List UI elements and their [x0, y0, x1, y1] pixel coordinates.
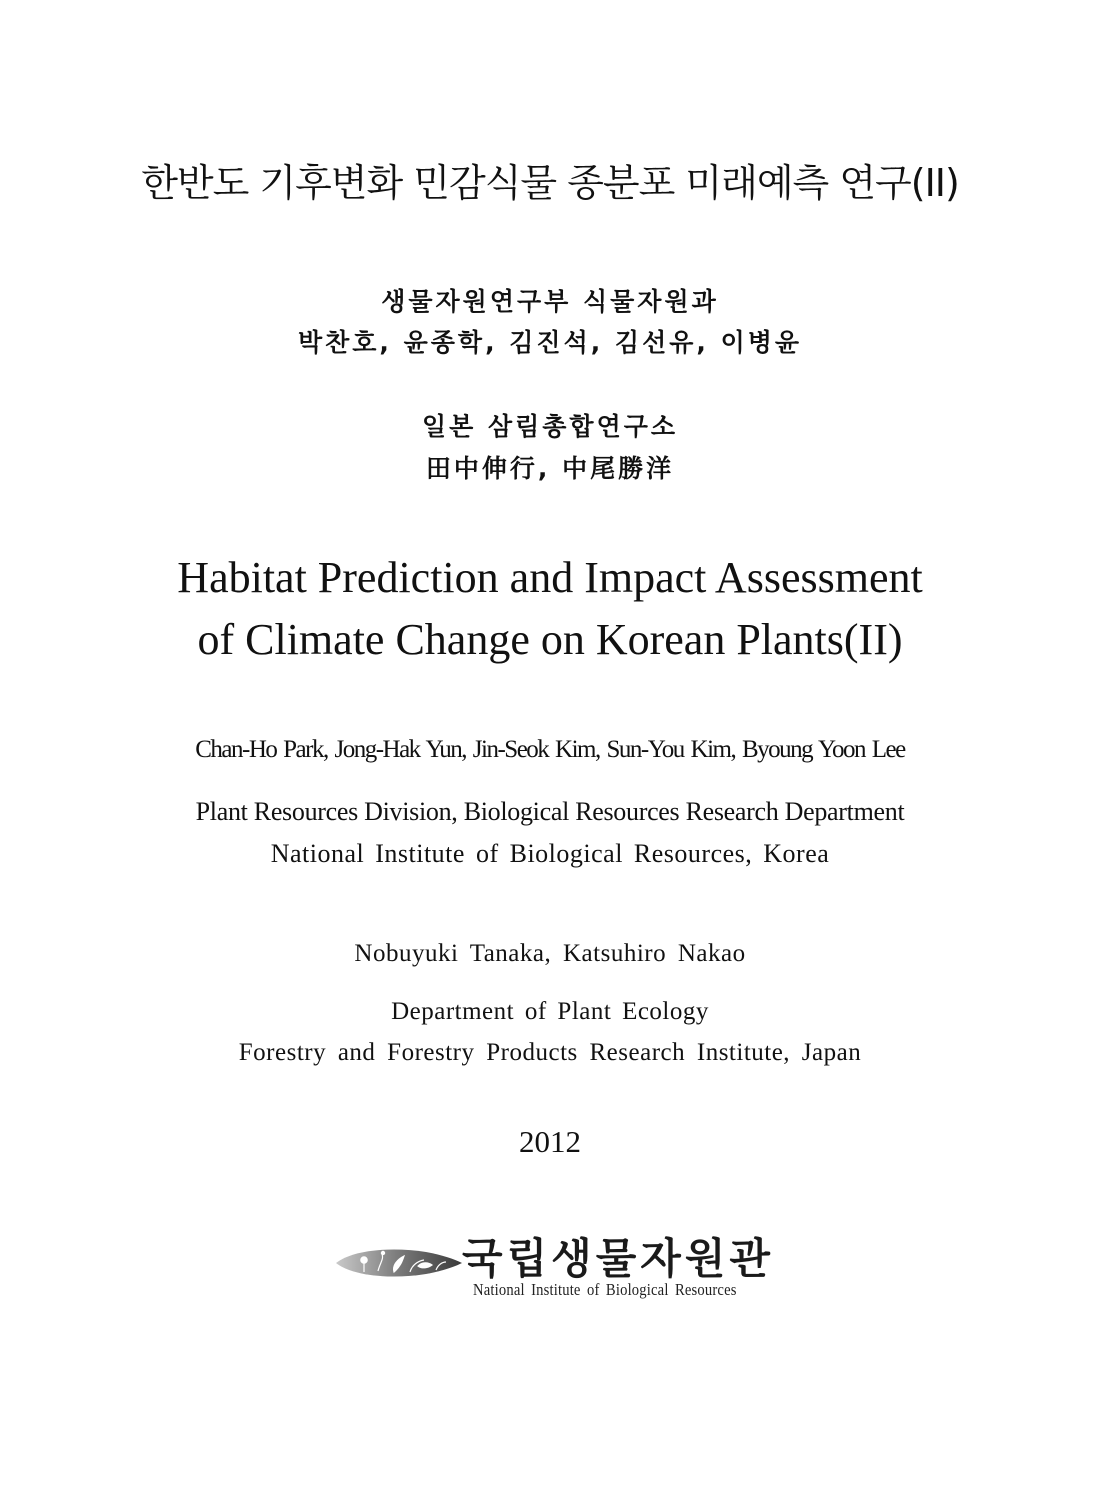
english-institute: National Institute of Biological Resources, Korea: [270, 839, 830, 868]
korean-partner-authors: 田中伸行, 中尾勝洋: [425, 454, 675, 483]
logo-english-name: National Institute of Biological Resources: [473, 1280, 737, 1299]
institute-logo: [334, 1222, 784, 1312]
korean-department: 생물자원연구부 식물자원과: [381, 287, 719, 316]
korean-authors: 박찬호, 윤종학, 김진석, 김선유, 이병윤: [297, 328, 803, 357]
korean-partner-institute: 일본 삼림총합연구소: [421, 412, 679, 441]
english-partner-department: Department of Plant Ecology: [391, 998, 709, 1025]
korean-title: 한반도 기후변화 민감식물 종분포 미래예측 연구(II): [141, 161, 959, 205]
english-division: Plant Resources Division, Biological Resources Research Department: [195, 797, 905, 826]
english-partner-authors: Nobuyuki Tanaka, Katsuhiro Nakao: [354, 940, 746, 967]
english-partner-institute: Forestry and Forestry Products Research Institute, Japan: [238, 1039, 862, 1066]
nibr-emblem-icon: [334, 1243, 464, 1283]
publication-year: 2012: [519, 1124, 581, 1159]
english-title-line-1: Habitat Prediction and Impact Assessment: [177, 553, 923, 602]
english-title-line-2: of Climate Change on Korean Plants(II): [197, 615, 903, 664]
english-authors: Chan-Ho Park, Jong-Hak Yun, Jin-Seok Kim, Sun-You Kim, Byoung Yoon Lee: [195, 736, 905, 763]
logo-korean-name: 국립생물자원관: [462, 1234, 775, 1283]
